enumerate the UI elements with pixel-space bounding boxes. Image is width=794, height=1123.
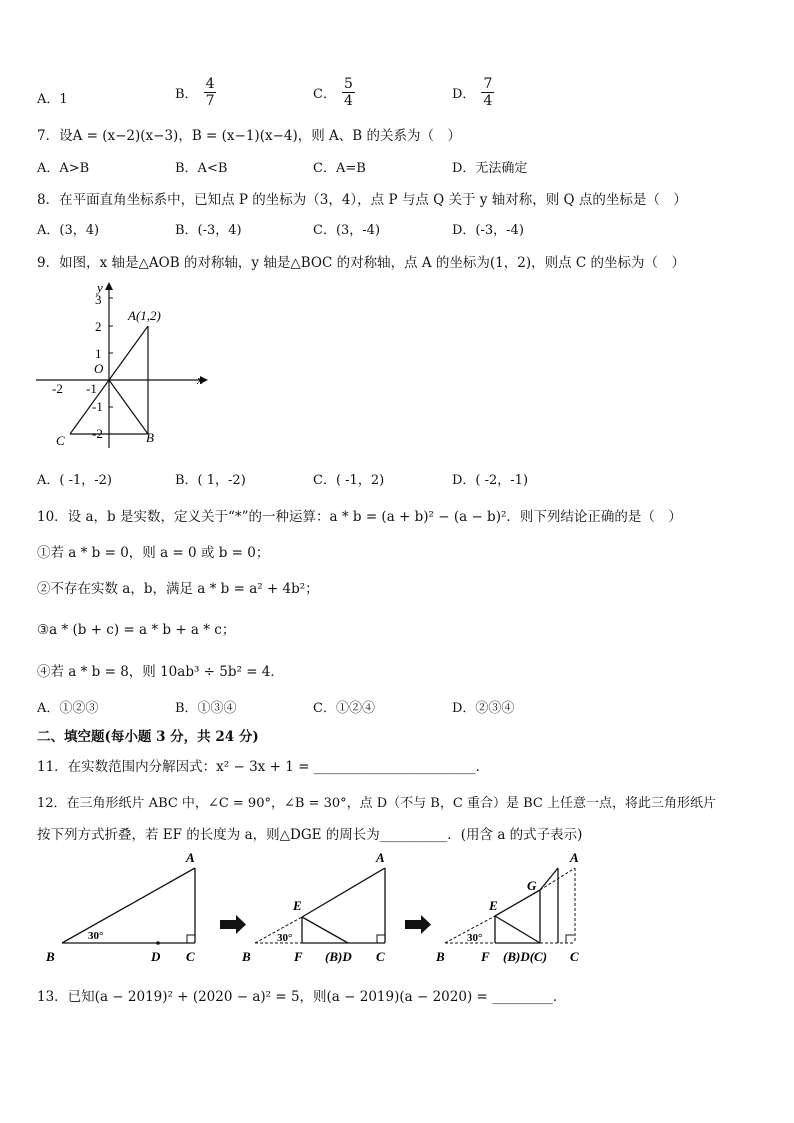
point-A-label: A(1,2) — [128, 308, 161, 323]
q9-option-c: C．( -1，2) — [313, 473, 385, 488]
q13-text: 13．已知(a − 2019)² + (2020 − a)² = 5，则(a − 2019)(a − 2020) = _________． — [37, 989, 567, 1005]
q7-option-d: D．无法确定 — [452, 161, 528, 176]
fig2-label-F: F — [294, 949, 303, 964]
section-heading: 二、填空题(每小题 3 分，共 24 分) — [37, 729, 259, 745]
q9-option-b: B．( 1，-2) — [175, 473, 246, 488]
fig3-label-E: E — [489, 898, 498, 913]
q10-item-1: ①若 a * b = 0，则 a = 0 或 b = 0； — [37, 545, 270, 561]
q9-coordinate-graph — [30, 280, 220, 450]
q12-line-1: 12．在三角形纸片 ABC 中，∠C = 90°，∠B = 30°，点 D（不与 B，C 重合）是 BC 上任意一点，将此三角形纸片 — [37, 796, 716, 811]
y-tick-label: 2 — [95, 319, 102, 334]
arrow-right-icon — [405, 915, 431, 934]
numerator: 7 — [483, 76, 493, 92]
q10-option-d: D．②③④ — [452, 701, 515, 716]
q9-stem: 9．如图，x 轴是△AOB 的对称轴，y 轴是△BOC 的对称轴，点 A 的坐标为(1，2)，则点 C 的坐标为（ ） — [37, 255, 686, 271]
fraction — [204, 76, 217, 109]
fig3-label-B: B — [436, 949, 445, 964]
y-tick-label: 3 — [95, 292, 102, 307]
fig2-label-E: E — [293, 898, 302, 913]
fig2-angle-label: 30° — [277, 932, 293, 944]
q10-item-4: ④若 a * b = 8，则 10ab³ ÷ 5b² = 4． — [37, 664, 284, 680]
point-C-label: C — [56, 433, 65, 448]
q6-option-a — [37, 88, 68, 107]
q10-option-c: C．①②④ — [313, 701, 375, 716]
denominator: 7 — [205, 93, 215, 109]
fig3-angle-label: 30° — [467, 932, 483, 944]
q8-option-a: A．(3，4) — [37, 223, 100, 238]
q6-option-d — [452, 76, 494, 109]
option-letter: C． — [313, 87, 336, 102]
q10-option-b: B．①③④ — [175, 701, 237, 716]
fig1-label-C: C — [186, 949, 195, 964]
fraction — [342, 76, 355, 109]
q10-option-a: A．①②③ — [37, 701, 99, 716]
fig1-label-D: D — [151, 949, 161, 964]
fig2-label-BD: (B)D — [325, 949, 352, 964]
x-axis-label: x — [197, 372, 203, 387]
option-value: 1 — [59, 92, 68, 107]
fig1-angle-label: 30° — [88, 930, 104, 942]
option-letter: B． — [175, 87, 198, 102]
q8-option-d: D．(-3，-4) — [452, 223, 524, 238]
y-tick-label: -1 — [92, 399, 103, 414]
q7-option-b: B．A<B — [175, 161, 228, 176]
y-tick-label: -2 — [92, 426, 103, 441]
figure-1 — [45, 850, 195, 964]
q10-item-3: ③a * (b + c) = a * b + a * c； — [37, 622, 236, 638]
q6-option-c — [313, 76, 355, 109]
q8-stem: 8．在平面直角坐标系中，已知点 P 的坐标为（3，4），点 P 与点 Q 关于 y 轴对称，则 Q 点的坐标是（ ） — [37, 192, 687, 208]
q10-item-2: ②不存在实数 a，b，满足 a * b = a² + 4b²； — [37, 581, 319, 597]
option-letter: A． — [37, 92, 60, 107]
fig3-label-BDC: (B)D(C) — [503, 949, 548, 964]
q10-stem: 10．设 a，b 是实数，定义关于“*”的一种运算：a * b = (a + b)² − (a − b)²．则下列结论正确的是（ ） — [37, 509, 682, 525]
q9-option-d: D．( -2，-1) — [452, 473, 529, 488]
q7-option-c: C．A=B — [313, 161, 366, 176]
segment-OA — [109, 326, 148, 380]
q9-option-a: A．( -1，-2) — [37, 473, 112, 488]
q8-option-b: B．(-3，4) — [175, 223, 242, 238]
option-letter: D． — [452, 87, 476, 102]
numerator: 5 — [343, 76, 353, 92]
x-tick-label: -2 — [52, 381, 63, 396]
q11-text: 11．在实数范围内分解因式：x² − 3x + 1 = ________________________． — [37, 759, 490, 775]
figure-2 — [241, 850, 385, 964]
x-tick-label: -1 — [86, 381, 97, 396]
denominator: 4 — [343, 93, 353, 109]
q6-option-b — [175, 76, 216, 109]
y-axis-arrow-icon — [105, 282, 113, 290]
q12-line-2: 按下列方式折叠，若 EF 的长度为 a，则△DGE 的周长为__________．(用含 a 的式子表示) — [37, 827, 583, 843]
q7-option-a: A．A>B — [37, 161, 90, 176]
fig3-label-G: G — [527, 878, 537, 893]
fig2-label-C: C — [376, 949, 385, 964]
y-axis-label: y — [97, 280, 103, 295]
fig1-label-B: B — [46, 949, 55, 964]
fig3-label-C: C — [570, 949, 579, 964]
fig2-label-A: A — [376, 850, 385, 865]
figure-3 — [435, 850, 579, 964]
fig2-label-B: B — [242, 949, 251, 964]
q8-option-c: C．(3，-4) — [313, 223, 381, 238]
segment-OB — [109, 380, 148, 434]
q7-stem: 7．设A = (x−2)(x−3)，B = (x−1)(x−4)，则 A、B 的关系为（ ） — [37, 128, 461, 144]
y-tick-label: 1 — [95, 346, 102, 361]
fig1-label-A: A — [186, 850, 195, 865]
numerator: 4 — [205, 76, 215, 92]
fraction — [481, 76, 494, 109]
denominator: 4 — [483, 93, 493, 109]
arrow-right-icon — [220, 915, 246, 934]
origin-label: O — [94, 361, 104, 376]
fig3-label-F: F — [481, 949, 490, 964]
point-B-label: B — [146, 430, 154, 445]
fig3-label-A: A — [570, 850, 579, 865]
q12-folding-figures — [40, 848, 600, 968]
